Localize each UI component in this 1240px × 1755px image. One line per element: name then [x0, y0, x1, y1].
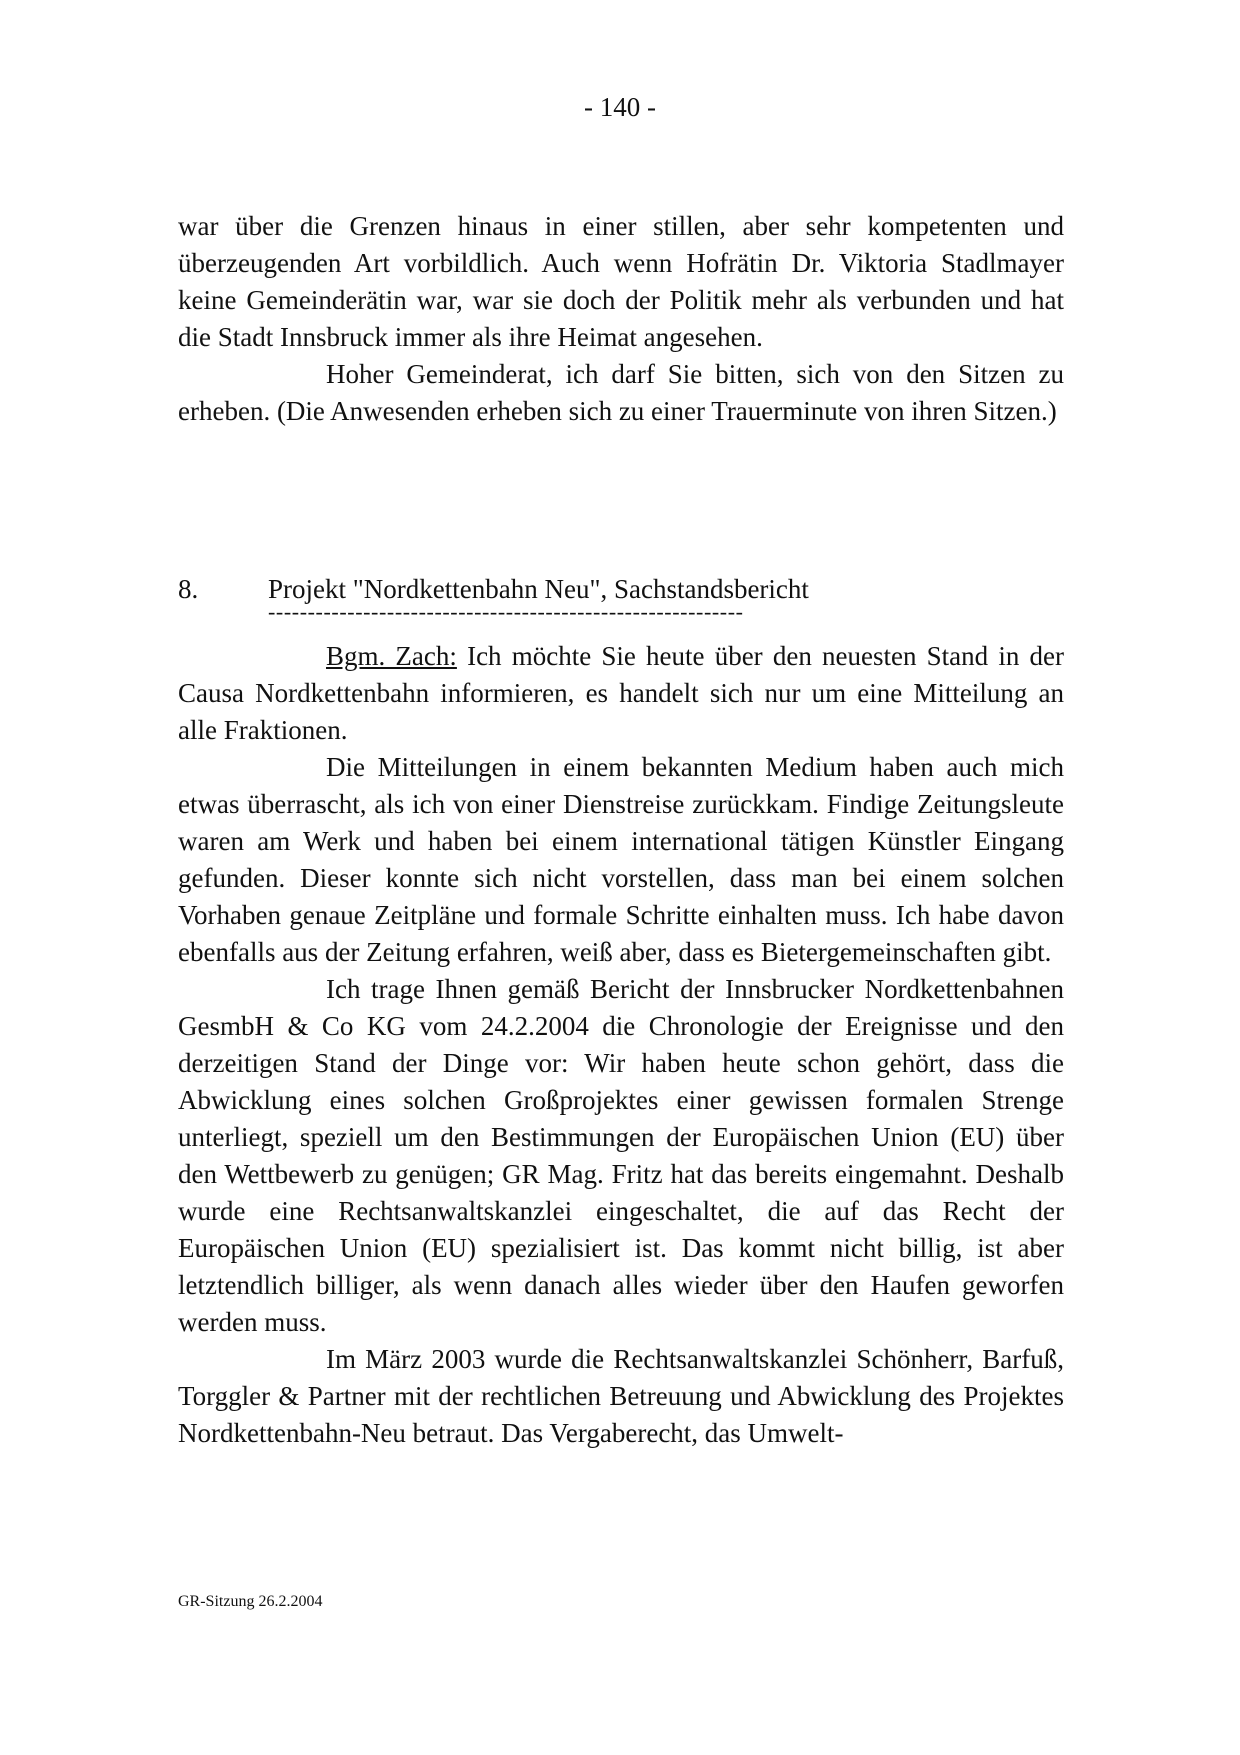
section-underline-rule: ------------------------------------------------------------ — [268, 604, 744, 620]
body-paragraph-2: Die Mitteilungen in einem bekannten Medium haben auch mich etwas überrascht, als ich von einer Dienstreise zurückkam. Findige Zeitungsleute waren am Werk und haben bei einem international tätigen Künstler Eingang gefunden. Dieser konnte sich nicht vorstellen, dass man bei einem solchen Vorhaben genaue Zeitpläne und formale Schritte einhalten muss. Ich habe davon ebenfalls aus der Zeitung erfahren, weiß aber, dass es Bietergemeinschaften gibt. — [178, 752, 1064, 967]
intro-paragraph-2: Hoher Gemeinderat, ich darf Sie bitten, sich von den Sitzen zu erheben. (Die Anwesenden erheben sich zu einer Trauerminute von ihren Sitzen.) — [178, 359, 1064, 426]
body-paragraph-4: Im März 2003 wurde die Rechtsanwaltskanzlei Schönherr, Barfuß, Torggler & Partner mit der rechtlichen Betreuung und Abwicklung des Projektes Nordkettenbahn-Neu betraut. Das Vergaberecht, das Umwelt- — [178, 1344, 1064, 1448]
speaker-label: Bgm. Zach: — [326, 641, 457, 671]
body-paragraph-1 — [178, 638, 1064, 749]
body-paragraph-1-text: Ich möchte Sie heute über den neuesten Stand in der Causa Nordkettenbahn informieren, es handelt sich nur um eine Mitteilung an alle Fraktionen. — [178, 641, 1064, 745]
body-paragraph-3: Ich trage Ihnen gemäß Bericht der Innsbrucker Nordkettenbahnen GesmbH & Co KG vom 24.2.2004 die Chronologie der Ereignisse und den derzeitigen Stand der Dinge vor: Wir haben heute schon gehört, dass die Abwicklung eines solchen Großprojektes einer gewissen formalen Strenge unterliegt, speziell um den Bestimmungen der Europäischen Union (EU) über den Wettbewerb zu genügen; GR Mag. Fritz hat das bereits eingemahnt. Deshalb wurde eine Rechtsanwaltskanzlei eingeschaltet, die auf das Recht der Europäischen Union (EU) spezialisiert ist. Das kommt nicht billig, ist aber letztendlich billiger, als wenn danach alles wieder über den Haufen geworfen werden muss. — [178, 974, 1064, 1337]
page-number: - 140 - — [584, 92, 656, 122]
main-block — [178, 638, 1064, 1452]
section-number: 8. — [178, 574, 199, 604]
section-title: Projekt "Nordkettenbahn Neu", Sachstandsbericht — [268, 574, 809, 604]
intro-paragraph-1: war über die Grenzen hinaus in einer stillen, aber sehr kompetenten und überzeugenden Art vorbildlich. Auch wenn Hofrätin Dr. Viktoria Stadlmayer keine Gemeinderätin war, war sie doch der Politik mehr als verbunden und hat die Stadt Innsbruck immer als ihre Heimat angesehen. — [178, 211, 1064, 352]
footer-session-label: GR-Sitzung 26.2.2004 — [178, 1593, 323, 1610]
intro-block — [178, 208, 1064, 430]
